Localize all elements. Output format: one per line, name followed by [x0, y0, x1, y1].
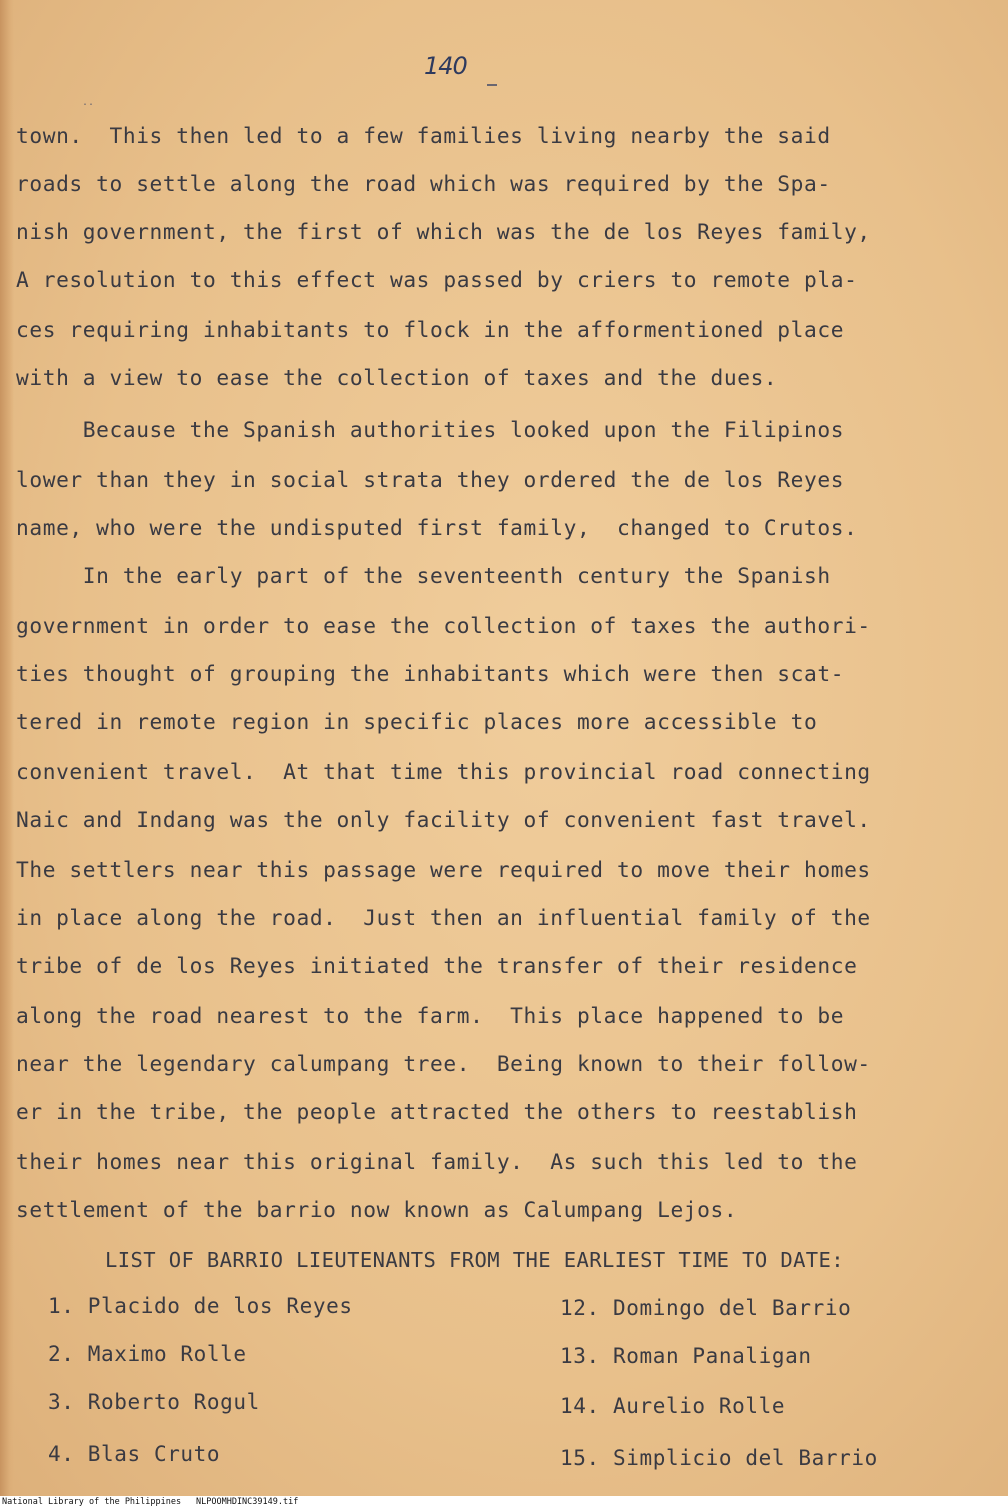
text-line: er in the tribe, the people attracted the others to reestablish	[16, 1099, 858, 1124]
text-line: tribe of de los Reyes initiated the transfer of their residence	[16, 953, 858, 978]
text-line: Because the Spanish authorities looked upon the Filipinos	[16, 417, 845, 442]
text-line: ces requiring inhabitants to flock in the afformentioned place	[16, 317, 845, 342]
list-item: 14. Aurelio Rolle	[560, 1394, 786, 1418]
footer-file-id: NLPOOMHDINC39149.tif	[196, 1497, 299, 1507]
text-line: near the legendary calumpang tree. Being known to their follow-	[16, 1051, 871, 1076]
text-line: government in order to ease the collection of taxes the authori-	[16, 613, 871, 638]
text-line: name, who were the undisputed first family, changed to Crutos.	[16, 515, 858, 540]
text-line: In the early part of the seventeenth century the Spanish	[16, 563, 831, 588]
text-line: settlement of the barrio now known as Calumpang Lejos.	[16, 1197, 738, 1222]
text-line: with a view to ease the collection of taxes and the dues.	[16, 365, 778, 390]
text-line: ties thought of grouping the inhabitants which were then scat-	[16, 661, 845, 686]
list-heading: LIST OF BARRIO LIEUTENANTS FROM THE EARLIEST TIME TO DATE:	[105, 1248, 845, 1272]
text-line: nish government, the first of which was the de los Reyes family,	[16, 219, 871, 244]
list-item: 15. Simplicio del Barrio	[560, 1446, 878, 1470]
text-line: roads to settle along the road which was required by the Spa-	[16, 171, 831, 196]
text-line: along the road nearest to the farm. This place happened to be	[16, 1003, 845, 1028]
list-item: 2. Maximo Rolle	[48, 1342, 247, 1366]
footer-library: National Library of the Philippines	[2, 1497, 182, 1507]
text-line: town. This then led to a few families living nearby the said	[16, 123, 831, 148]
list-item: 4. Blas Cruto	[48, 1442, 221, 1466]
list-item: 3. Roberto Rogul	[48, 1390, 260, 1414]
stray-marks: ..	[82, 97, 95, 108]
text-line: lower than they in social strata they ordered the de los Reyes	[16, 467, 845, 492]
text-line: convenient travel. At that time this provincial road connecting	[16, 759, 871, 784]
text-line: Naic and Indang was the only facility of convenient fast travel.	[16, 807, 871, 832]
page-number: 140	[424, 52, 467, 80]
page-number-dash	[487, 84, 497, 86]
text-line: tered in remote region in specific places more accessible to	[16, 709, 818, 734]
scan-footer	[0, 1496, 1008, 1508]
list-item: 12. Domingo del Barrio	[560, 1296, 852, 1320]
list-item: 13. Roman Panaligan	[560, 1344, 812, 1368]
text-line: The settlers near this passage were required to move their homes	[16, 857, 871, 882]
text-line: their homes near this original family. As such this led to the	[16, 1149, 858, 1174]
text-line: A resolution to this effect was passed by criers to remote pla-	[16, 267, 858, 292]
list-item: 1. Placido de los Reyes	[48, 1294, 353, 1318]
text-line: in place along the road. Just then an influential family of the	[16, 905, 871, 930]
page-edge-shadow	[0, 0, 14, 1496]
